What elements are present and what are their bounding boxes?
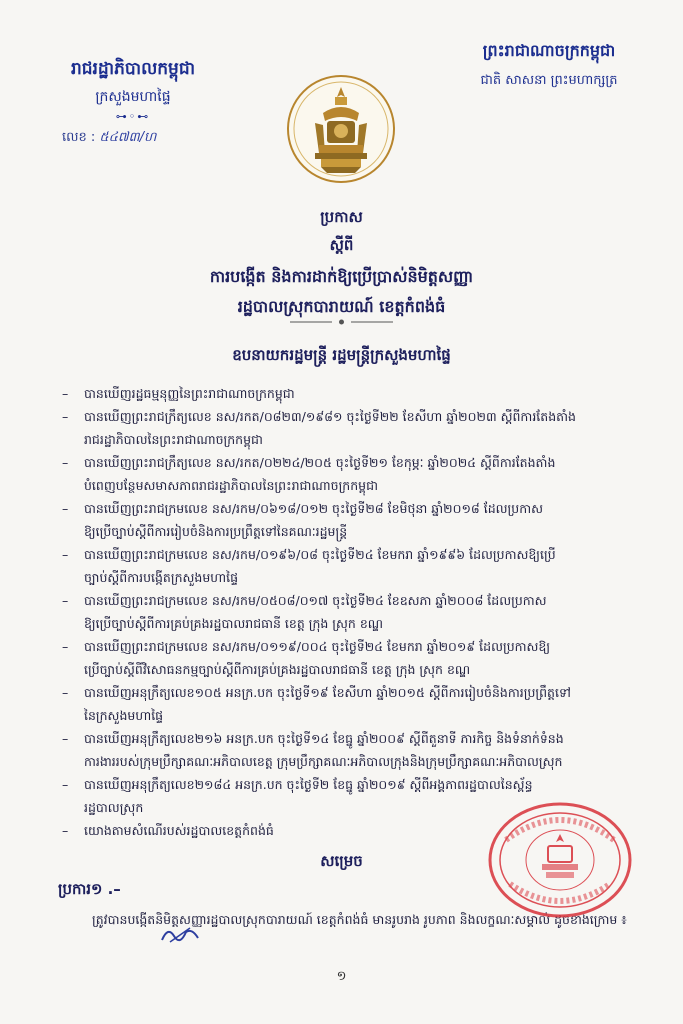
clause-item: – បានឃើញព្រះរាជក្រមលេខ នស/រកម/០១៩៦/០៨ ចុះថ្ងៃទី២៤ ខែមករា ឆ្នាំ១៩៩៦ ដែលប្រកាសឱ្យប្រើ xyxy=(58,543,646,566)
title-line-1: ប្រកាស xyxy=(320,208,363,226)
clause-continuation: ឱ្យប្រើច្បាប់ស្តីពីការគ្រប់គ្រងរដ្ឋបាលរាជធានី ខេត្ត ក្រុង ស្រុក ខណ្ឌ xyxy=(84,616,384,631)
clause-item: – បានឃើញព្រះរាជក្រមលេខ នស/រកម/០៦១៨/០១២ ចុះថ្ងៃទី២៨ ខែមិថុនា ឆ្នាំ២០១៨ ដែលប្រកាស xyxy=(58,497,646,520)
clause-item: – បានឃើញអនុក្រឹត្យលេខ២១៨៤ អនក្រ.បក ចុះថ្ងៃទី២ ខែធ្នូ ឆ្នាំ២០១៩ ស្តីពីអង្គភាពរដ្ឋបាលនៃស្ព័ន្ធ xyxy=(58,773,646,796)
clause-list xyxy=(58,382,646,842)
clause-item: – បានឃើញអនុក្រឹត្យលេខ២១៦ អនក្រ.បក ចុះថ្ងៃទី១៤ ខែធ្នូ ឆ្នាំ២០០៩ ស្តីពីតួនាទី ភារកិច្ច និងទំនាក់ទំនង xyxy=(58,727,646,750)
kingdom-title: ព្រះរាជាណាចក្រកម្ពុជា xyxy=(482,41,616,60)
clause-item: – បានឃើញព្រះរាជក្រមលេខ នស/រកម/០៥០៨/០១៧ ចុះថ្ងៃទី២៤ ខែឧសភា ឆ្នាំ២០០៨ ដែលប្រកាស xyxy=(58,589,646,612)
ministry-subtitle: ក្រសួងមហាផ្ទៃ xyxy=(95,89,171,105)
article-heading: ប្រការ១ .– xyxy=(58,880,121,898)
clause-item: – បានឃើញព្រះរាជក្រមលេខ នស/រកម/០១១៩/០០៤ ចុះថ្ងៃទី២៤ ខែមករា ឆ្នាំ២០១៩ ដែលប្រកាសឱ្យ xyxy=(58,635,646,658)
clause-item: – បានឃើញរដ្ឋធម្មនុញ្ញនៃព្រះរាជាណាចក្រកម្ពុជា xyxy=(58,382,646,405)
clause-continuation: ឱ្យប្រើច្បាប់ស្តីពីការរៀបចំនិងការប្រព្រឹត្តទៅនៃគណៈរដ្ឋមន្ត្រី xyxy=(84,524,348,539)
signature-icon xyxy=(160,922,200,946)
clause-continuation: ការងាររបស់ក្រុមប្រឹក្សាគណៈអភិបាលខេត្ត ក្រុមប្រឹក្សាគណៈអភិបាលក្រុងនិងក្រុមប្រឹក្សាគណៈអភិបាលស្រុក xyxy=(84,754,563,769)
reference-number xyxy=(48,129,218,148)
clause-continuation: ប្រើច្បាប់ស្តីពីវិសោធនកម្មច្បាប់ស្តីពីការគ្រប់គ្រងរដ្ឋបាលរាជធានី ខេត្ត ក្រុង ស្រុក ខណ្ឌ xyxy=(84,662,471,677)
clause-continuation: រាជរដ្ឋាភិបាលនៃព្រះរាជាណាចក្រកម្ពុជា xyxy=(84,432,263,447)
official-seal-icon xyxy=(486,800,634,920)
royal-emblem-icon xyxy=(285,73,397,185)
kingdom-header xyxy=(449,40,649,91)
title-line-4: រដ្ឋបាលស្រុកបារាយណ៍ ខេត្តកំពង់ធំ xyxy=(237,297,446,316)
title-line-2: ស្តីពី xyxy=(329,236,354,254)
clause-continuation: រដ្ឋបាលស្រុក xyxy=(84,800,144,815)
reference-label: លេខ : xyxy=(62,130,96,145)
ministry-header xyxy=(48,58,218,148)
clause-continuation: ច្បាប់ស្តីពីការបង្កើតក្រសួងមហាផ្ទៃ xyxy=(84,570,239,585)
header-ornament: ⊶◦⊷ xyxy=(115,110,151,123)
page-number: ១ xyxy=(336,969,347,984)
decision-heading: សម្រេច xyxy=(320,852,363,870)
clause-item: – បានឃើញអនុក្រឹត្យលេខ១០៥ អនក្រ.បក ចុះថ្ងៃទី១៩ ខែសីហា ឆ្នាំ២០១៥ ស្តីពីការរៀបចំនិងការប្រព្រឹត្តទៅ xyxy=(58,681,646,704)
reference-value: ៥៤៧៣/ហ xyxy=(99,130,157,145)
issuer-line: ឧបនាយករដ្ឋមន្ត្រី រដ្ឋមន្ត្រីក្រសួងមហាផ្ទៃ xyxy=(232,346,451,364)
clause-item: – បានឃើញព្រះរាជក្រឹត្យលេខ នស/រកត/០៨២៣/១៩៨១ ចុះថ្ងៃទី២២ ខែសីហា ឆ្នាំ២០២៣ ស្តីពីការតែងតាំង xyxy=(58,405,646,428)
clause-continuation: បំពេញបន្ថែមសមាសភាពរាជរដ្ឋាភិបាលនៃព្រះរាជាណាចក្រកម្ពុជា xyxy=(84,478,379,493)
clause-item: – យោងតាមសំណើរបស់រដ្ឋបាលខេត្តកំពង់ធំ xyxy=(58,819,646,842)
title-line-3: ការបង្កើត និងការដាក់ឱ្យប្រើប្រាស់និមិត្តសញ្ញា xyxy=(209,267,474,286)
ministry-title: រាជរដ្ឋាភិបាលកម្ពុជា xyxy=(70,59,196,79)
title-divider xyxy=(290,318,393,326)
decree-title xyxy=(0,208,683,320)
article-text: ត្រូវបានបង្កើតនិមិត្តសញ្ញារដ្ឋបាលស្រុកបារាយណ៍ ខេត្តកំពង់ធំ មានរូបរាង រូបភាព និងលក្ខណៈសម្គាល់ ដូចខាងក្រោម ៖ xyxy=(92,912,627,927)
clause-item: – បានឃើញព្រះរាជក្រឹត្យលេខ នស/រកត/០២២៤/២០៥ ចុះថ្ងៃទី២១ ខែកុម្ភៈ ឆ្នាំ២០២៤ ស្តីពីការតែងតាំង xyxy=(58,451,646,474)
national-motto: ជាតិ សាសនា ព្រះមហាក្សត្រ xyxy=(480,73,618,88)
clause-continuation: នៃក្រសួងមហាផ្ទៃ xyxy=(84,708,164,723)
